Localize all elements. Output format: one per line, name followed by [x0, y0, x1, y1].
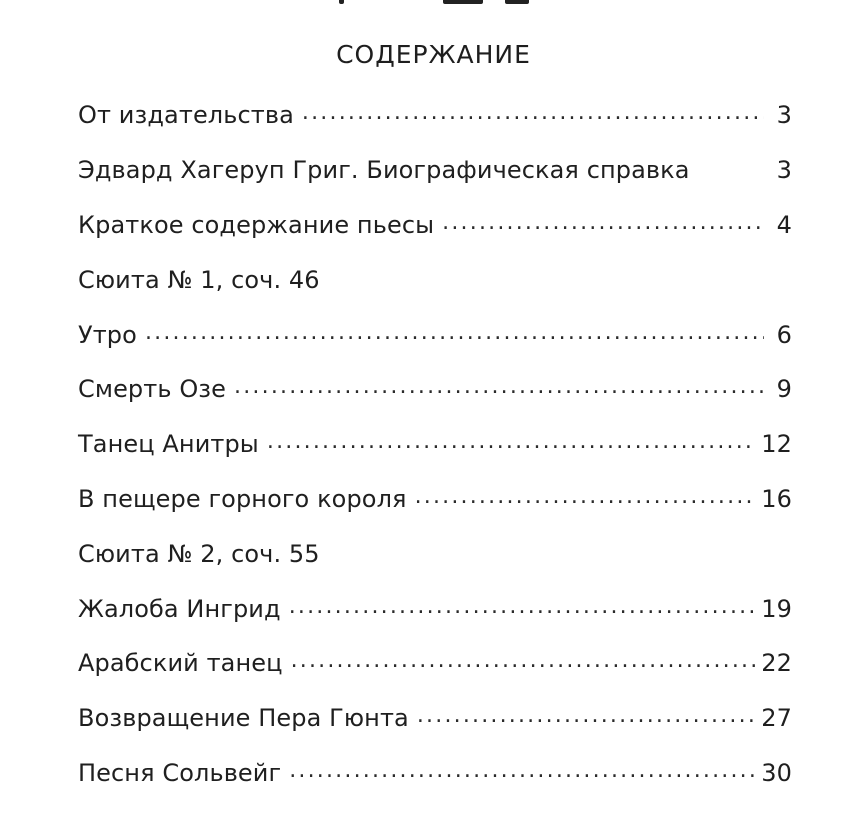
dot-leader: [415, 498, 756, 512]
toc-entry-anitras-dance: [78, 417, 792, 472]
toc-entry-label: Возвращение Пера Гюнта: [78, 704, 409, 733]
toc-entry-label: Смерть Озе: [78, 375, 227, 404]
toc-entry-page: 3: [776, 156, 792, 185]
dot-leader: [267, 443, 755, 457]
toc-entry-label: Песня Сольвейг: [78, 758, 282, 787]
dot-leader: [417, 717, 755, 731]
toc-entry-biography: [78, 143, 792, 198]
toc-entry-label: Танец Анитры: [78, 430, 259, 459]
table-of-contents: [78, 88, 792, 800]
page-title: СОДЕРЖАНИЕ: [336, 40, 531, 69]
toc-entry-from-publisher: [78, 88, 792, 143]
toc-entry-page: 27: [761, 704, 792, 733]
toc-section-suite-1: [78, 252, 792, 307]
toc-entry-arabian-dance: [78, 636, 792, 691]
toc-entry-morning: [78, 307, 792, 362]
toc-section-label: Сюита № 1, соч. 46: [78, 265, 320, 294]
toc-section-label: Сюита № 2, соч. 55: [78, 539, 320, 568]
toc-entry-page: 3: [776, 101, 792, 130]
toc-entry-solveigs-song: [78, 746, 792, 801]
toc-entry-label: Эдвард Хагеруп Григ. Биографическая справка: [78, 156, 690, 185]
dot-leader: [289, 772, 755, 786]
toc-entry-summary: [78, 198, 792, 253]
toc-entry-label: Утро: [78, 320, 137, 349]
cropped-previous-line: [325, 0, 535, 6]
toc-entry-peer-gynts-return: [78, 691, 792, 746]
toc-section-suite-2: [78, 526, 792, 581]
toc-entry-page: 16: [761, 484, 792, 513]
toc-entry-ingrids-lament: [78, 581, 792, 636]
dot-leader: [234, 388, 764, 402]
toc-entry-label: Жалоба Ингрид: [78, 594, 281, 623]
toc-entry-page: 30: [761, 758, 792, 787]
dot-leader: [442, 224, 764, 238]
toc-entry-label: Краткое содержание пьесы: [78, 210, 435, 239]
toc-entry-hall-of-mountain-king: [78, 472, 792, 527]
toc-entry-page: 12: [761, 430, 792, 459]
toc-entry-page: 6: [776, 320, 792, 349]
toc-entry-death-of-ase: [78, 362, 792, 417]
toc-entry-page: 19: [761, 594, 792, 623]
toc-entry-label: В пещере горного короля: [78, 484, 407, 513]
dot-leader: [291, 662, 756, 676]
dot-leader: [145, 334, 764, 348]
toc-entry-page: 9: [776, 375, 792, 404]
toc-entry-page: 4: [776, 210, 792, 239]
toc-entry-label: От издательства: [78, 101, 294, 130]
toc-entry-label: Арабский танец: [78, 649, 283, 678]
dot-leader: [289, 608, 756, 622]
toc-entry-page: 22: [761, 649, 792, 678]
dot-leader: [302, 114, 764, 128]
